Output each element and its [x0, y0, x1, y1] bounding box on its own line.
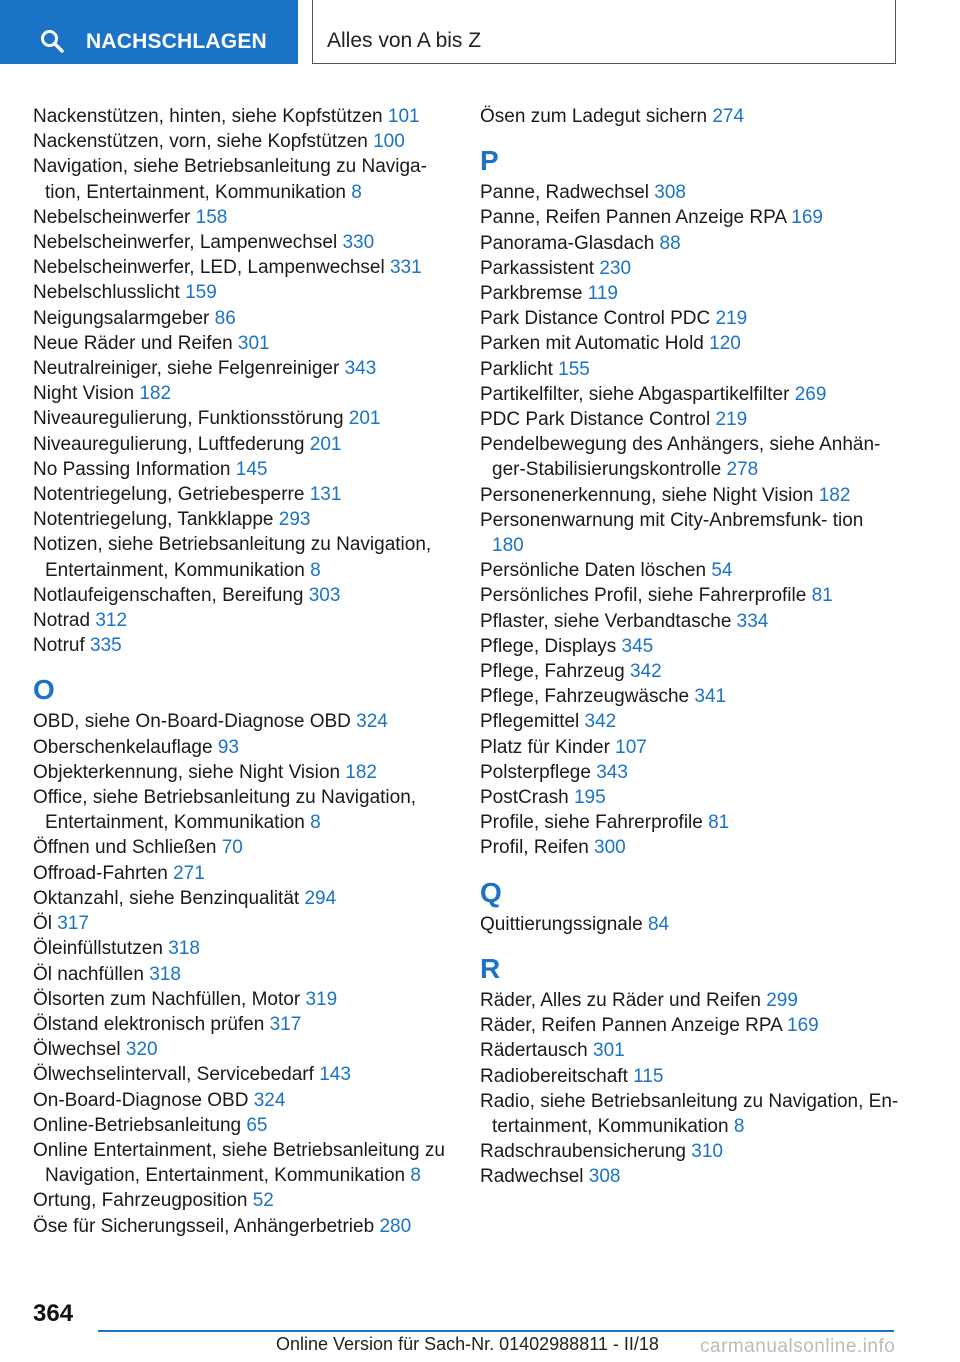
index-page-link[interactable]: 145 [235, 458, 268, 480]
index-entry-text: Niveauregulierung, Luftfederung [33, 433, 310, 455]
index-entry-text: Pflaster, siehe Verbandtasche [480, 610, 737, 632]
index-entry-text: Ösen zum Ladegut sichern [480, 106, 713, 127]
index-entry-text: Radwechsel [480, 1166, 589, 1188]
index-page-link[interactable]: 300 [594, 837, 626, 859]
index-entry-text: Panne, Radwechsel [480, 182, 655, 204]
index-entry-text: Partikelfilter, siehe Abgaspartikelfilter [480, 383, 795, 405]
index-entry [33, 457, 453, 482]
index-page-link[interactable]: 343 [344, 358, 377, 380]
index-entry-text: Online Entertainment, siehe Betriebsanleitung zu Navigation, Entertainment, Kommunikation [33, 1139, 445, 1187]
index-entry [33, 432, 453, 457]
index-entry-text: Nebelscheinwerfer, LED, Lampenwechsel [33, 257, 390, 279]
index-letter-heading: P [480, 145, 499, 177]
index-page-link[interactable]: 119 [587, 283, 618, 305]
index-page-link[interactable]: 219 [715, 308, 748, 330]
index-page-link[interactable]: 331 [389, 257, 422, 279]
index-page-link[interactable]: 301 [593, 1040, 625, 1062]
index-page-link[interactable]: 345 [621, 635, 654, 657]
index-entry [33, 381, 453, 406]
index-entry-text: Platz für Kinder [480, 736, 616, 758]
index-entry [33, 230, 453, 255]
index-entry [33, 104, 453, 129]
index-entry [480, 1139, 900, 1164]
index-entry [480, 256, 900, 281]
index-entry-text: Nebelscheinwerfer [33, 206, 196, 228]
index-entry [33, 608, 453, 633]
index-entry-text: Ölwechselintervall, Servicebedarf [33, 1064, 320, 1086]
index-entry-text: Persönliche Daten löschen [480, 560, 712, 582]
index-entry [33, 1037, 453, 1062]
index-entry [33, 331, 453, 356]
index-page-link[interactable]: 107 [615, 736, 647, 758]
index-entry [480, 331, 900, 356]
index-page-link[interactable]: 294 [304, 887, 337, 909]
index-page-link[interactable]: 274 [712, 106, 745, 127]
index-entry [480, 988, 900, 1013]
index-page-link[interactable]: 312 [95, 610, 128, 632]
index-page-link[interactable]: 86 [214, 307, 236, 329]
index-entry-text: Nackenstützen, hinten, siehe Kopfstützen [33, 106, 388, 127]
index-page-link[interactable]: 182 [345, 761, 377, 783]
index-page-link[interactable]: 324 [253, 1089, 286, 1111]
index-entry [33, 532, 453, 582]
index-entry-text: Notentriegelung, Getriebesperre [33, 484, 310, 506]
index-page-link[interactable]: 158 [195, 206, 228, 228]
index-page-link[interactable]: 201 [309, 433, 342, 455]
index-page-link[interactable]: 317 [57, 913, 89, 935]
index-entry [480, 382, 900, 407]
index-entry [33, 911, 453, 936]
index-entry-text: Niveauregulierung, Funktionsstörung [33, 408, 349, 430]
index-entry-text: Personenwarnung mit City-Anbremsfunk‐ tion [480, 509, 864, 531]
index-entry [480, 231, 900, 256]
index-entry-text: Notrad [33, 610, 96, 632]
index-entry [480, 281, 900, 306]
index-entry-text: On-Board-Diagnose OBD [33, 1089, 254, 1111]
index-page-link[interactable]: 301 [237, 332, 270, 354]
index-page-link[interactable]: 342 [584, 711, 617, 733]
index-entry [33, 1214, 453, 1239]
index-entry-text: Parkbremse [480, 283, 588, 305]
index-entry [480, 1089, 900, 1139]
index-page-link[interactable]: 169 [787, 1015, 819, 1037]
index-entry-text: Neigungsalarmgeber [33, 307, 215, 329]
index-entry [480, 180, 900, 205]
index-page-link[interactable]: 195 [573, 787, 606, 809]
index-entry [33, 735, 453, 760]
index-page-link[interactable]: 308 [654, 182, 686, 204]
index-entry [33, 280, 453, 305]
index-entry-text: Personenerkennung, siehe Night Vision [480, 484, 819, 506]
index-entry-text: Parkassistent [480, 257, 600, 279]
index-page-link[interactable]: 88 [659, 232, 681, 254]
index-entry [480, 1013, 900, 1038]
index-entry-text: Ortung, Fahrzeugposition [33, 1190, 253, 1212]
index-entry [33, 709, 453, 734]
tab-nachschlagen-label: NACHSCHLAGEN [86, 30, 267, 53]
index-entry-text: Office, siehe Betriebsanleitung zu Navigation, Entertainment, Kommunikation [33, 787, 417, 834]
page-number: 364 [33, 1300, 74, 1327]
index-entry [33, 356, 453, 381]
index-entry-text: Ölstand elektronisch prüfen [33, 1013, 270, 1035]
index-entry-text: PDC Park Distance Control [480, 409, 716, 431]
index-entry [33, 835, 453, 860]
index-entry [480, 508, 900, 558]
index-entry-text: Oktanzahl, siehe Benzinqualität [33, 887, 305, 909]
index-page-link[interactable]: 219 [715, 409, 748, 431]
index-entry [33, 1062, 453, 1087]
index-entry [480, 583, 900, 608]
index-page-link[interactable]: 159 [185, 282, 217, 304]
index-entry [33, 406, 453, 431]
index-entry [480, 558, 900, 583]
index-letter-heading: O [33, 674, 55, 706]
index-entry [33, 1113, 453, 1138]
index-entry-text: Offroad-Fahrten [33, 862, 174, 884]
index-page-link[interactable]: 65 [246, 1114, 268, 1136]
index-entry [33, 1012, 453, 1037]
index-entry-text: PostCrash [480, 787, 574, 809]
index-page-link[interactable]: 100 [373, 131, 405, 153]
index-entry-text: Quittierungssignale [480, 913, 648, 935]
index-entry [33, 154, 453, 204]
index-entry [480, 407, 900, 432]
index-entry-text: Oberschenkelauflage [33, 736, 218, 758]
index-entry [33, 785, 453, 835]
index-page-link[interactable]: 271 [173, 862, 205, 884]
index-entry-text: Profil, Reifen [480, 837, 595, 859]
index-page-link[interactable]: 8 [310, 559, 321, 581]
index-entry-text: Panne, Reifen Pannen Anzeige RPA [480, 207, 792, 229]
index-entry-text: Neue Räder und Reifen [33, 332, 238, 354]
index-entry-text: Nebelscheinwerfer, Lampenwechsel [33, 232, 343, 254]
index-page-link[interactable]: 52 [252, 1190, 274, 1212]
footer-divider [98, 1330, 894, 1332]
index-page-link[interactable]: 54 [711, 560, 733, 582]
index-page-link[interactable]: 169 [791, 207, 823, 229]
index-entry-text: Pflege, Displays [480, 635, 622, 657]
index-entry-text: Notlaufeigenschaften, Bereifung [33, 584, 309, 606]
index-page-link[interactable]: 201 [348, 408, 381, 430]
index-entry-text: Night Vision [33, 383, 140, 405]
index-page-link[interactable]: 101 [387, 106, 420, 127]
index-entry-text: Notentriegelung, Tankklappe [33, 509, 279, 531]
index-entry [480, 432, 900, 482]
index-entry [480, 1164, 900, 1189]
index-entry [33, 507, 453, 532]
index-column-right [480, 104, 900, 1190]
index-entry-text: Pendelbewegung des Anhängers, siehe Anhän‐ ger-Stabilisierungskontrolle [480, 434, 881, 481]
index-entry-text: Radiobereitschaft [480, 1065, 634, 1087]
index-page-link[interactable]: 155 [558, 358, 590, 380]
index-entry [33, 1088, 453, 1113]
index-entry-text: Nackenstützen, vorn, siehe Kopfstützen [33, 131, 374, 153]
index-page-link[interactable]: 269 [794, 383, 827, 405]
index-entry-text: Pflegemittel [480, 711, 585, 733]
index-entry-text: Notizen, siehe Betriebsanleitung zu Navigation, Entertainment, Kommunikation [33, 534, 432, 581]
search-icon[interactable] [40, 29, 64, 53]
index-entry [33, 255, 453, 280]
index-entry [480, 205, 900, 230]
index-entry [480, 1038, 900, 1063]
tab-alles-label: Alles von A bis Z [327, 29, 482, 52]
index-entry [33, 962, 453, 987]
index-entry [33, 633, 453, 658]
header [0, 0, 960, 66]
index-entry [480, 634, 900, 659]
index-entry [33, 886, 453, 911]
index-entry-text: Neutralreiniger, siehe Felgenreiniger [33, 358, 345, 380]
index-page-link[interactable]: 319 [305, 988, 338, 1010]
index-entry-text: Parklicht [480, 358, 559, 380]
index-entry-text: Profile, siehe Fahrerprofile [480, 812, 709, 834]
index-page-link[interactable]: 335 [90, 635, 122, 657]
index-page-link[interactable]: 143 [319, 1064, 351, 1086]
index-page-link[interactable]: 180 [492, 535, 524, 557]
index-entry-text: Räder, Alles zu Räder und Reifen [480, 989, 767, 1011]
index-page-link[interactable]: 8 [733, 1115, 745, 1137]
index-entry [480, 684, 900, 709]
index-page-link[interactable]: 278 [726, 459, 759, 481]
index-entry-text: Öleinfüllstutzen [33, 938, 169, 960]
index-entry-text: OBD, siehe On-Board-Diagnose OBD [33, 711, 357, 733]
index-page-link[interactable]: 280 [379, 1215, 412, 1237]
index-page-link[interactable]: 81 [811, 585, 833, 607]
index-entry [480, 785, 900, 810]
index-entry-text: Persönliches Profil, siehe Fahrerprofile [480, 585, 812, 607]
index-page-link[interactable]: 303 [308, 584, 341, 606]
index-page-link[interactable]: 341 [694, 686, 727, 708]
index-page-link[interactable]: 308 [588, 1166, 621, 1188]
index-entry [480, 912, 900, 937]
index-page-link[interactable]: 318 [168, 938, 200, 960]
index-entry [480, 659, 900, 684]
index-entry [33, 129, 453, 154]
index-entry [480, 1064, 900, 1089]
index-entry-text: Polsterpflege [480, 761, 597, 783]
index-page-link[interactable]: 334 [736, 610, 769, 632]
index-entry-text: Ölwechsel [33, 1039, 126, 1061]
index-entry-text: Parken mit Automatic Hold [480, 333, 710, 355]
index-entry [33, 861, 453, 886]
index-entry [480, 735, 900, 760]
index-entry-text: Rädertausch [480, 1040, 594, 1062]
index-page-link[interactable]: 324 [356, 711, 388, 733]
index-page-link[interactable]: 84 [647, 913, 670, 935]
index-entry [480, 483, 900, 508]
index-entry-text: Panorama-Glasdach [480, 232, 660, 254]
index-entry-text: Radschraubensicherung [480, 1141, 692, 1163]
index-entry-text: Radio, siehe Betriebsanleitung zu Navigation, En‐ tertainment, Kommunikation [480, 1090, 899, 1137]
index-page-link[interactable]: 8 [351, 181, 362, 203]
index-page-link[interactable]: 310 [691, 1141, 723, 1163]
index-entry [480, 609, 900, 634]
index-entry [480, 357, 900, 382]
index-page-link[interactable]: 320 [125, 1039, 158, 1061]
index-entry [480, 104, 900, 129]
index-entry-text: Öse für Sicherungsseil, Anhängerbetrieb [33, 1215, 380, 1237]
index-page-link[interactable]: 330 [342, 232, 375, 254]
tab-nachschlagen[interactable] [0, 0, 298, 64]
index-page-link[interactable]: 131 [309, 484, 342, 506]
index-entry [480, 835, 900, 860]
index-entry-text: Ölsorten zum Nachfüllen, Motor [33, 988, 306, 1010]
index-page-link[interactable]: 343 [596, 761, 628, 783]
online-version-note: Online Version für Sach-Nr. 01402988811 - II/18 [276, 1334, 659, 1354]
index-page-link[interactable]: 182 [818, 484, 851, 506]
index-entry-text: Öffnen und Schließen [33, 837, 222, 859]
index-letter-heading: Q [480, 876, 502, 908]
index-column-left [33, 104, 453, 1239]
index-entry-text: Öl nachfüllen [33, 963, 150, 985]
index-entry [33, 482, 453, 507]
index-entry [33, 205, 453, 230]
index-entry [33, 306, 453, 331]
index-page-link[interactable]: 8 [410, 1165, 421, 1187]
index-entry-text: Park Distance Control PDC [480, 308, 716, 330]
index-page-link[interactable]: 70 [221, 837, 243, 859]
tab-alles-von-a-bis-z[interactable] [312, 0, 896, 64]
index-page-link[interactable]: 299 [766, 989, 798, 1011]
index-page-link[interactable]: 317 [269, 1013, 302, 1035]
index-page-link[interactable]: 182 [139, 383, 172, 405]
index-page-link[interactable]: 230 [599, 257, 632, 279]
index-entry-text: Navigation, siehe Betriebsanleitung zu Naviga‐ tion, Entertainment, Kommunikation [33, 156, 427, 203]
index-entry-text: Pflege, Fahrzeug [480, 661, 630, 683]
index-entry [480, 306, 900, 331]
watermark: carmanualsonline.info [700, 1336, 896, 1357]
index-letter-heading: R [480, 952, 501, 984]
index-page-link[interactable]: 120 [709, 333, 741, 355]
index-entry-text: Nebelschlusslicht [33, 282, 186, 304]
index-page-link[interactable]: 8 [310, 812, 321, 834]
index-entry-text: Räder, Reifen Pannen Anzeige RPA [480, 1015, 788, 1037]
index-page-link[interactable]: 318 [149, 963, 181, 985]
index-entry-text: Pflege, Fahrzeugwäsche [480, 686, 695, 708]
index-entry [33, 987, 453, 1012]
index-entry [33, 1138, 453, 1188]
index-entry-text: Objekterkennung, siehe Night Vision [33, 761, 346, 783]
index-entry [33, 936, 453, 961]
index-page-link[interactable]: 342 [629, 661, 662, 683]
index-entry [480, 760, 900, 785]
index-entry-text: No Passing Information [33, 458, 236, 480]
index-entry-text: Öl [33, 913, 58, 935]
index-entry [33, 583, 453, 608]
index-entry-text: Online-Betriebsanleitung [33, 1114, 247, 1136]
index-entry [33, 760, 453, 785]
index-entry [33, 1188, 453, 1213]
index-page-link[interactable]: 115 [633, 1065, 664, 1087]
index-page-link[interactable]: 93 [217, 736, 239, 758]
index-page-link[interactable]: 81 [708, 812, 730, 834]
index-entry [480, 709, 900, 734]
index-page-link[interactable]: 293 [278, 509, 311, 531]
index-entry-text: Notruf [33, 635, 91, 657]
index-entry [480, 810, 900, 835]
